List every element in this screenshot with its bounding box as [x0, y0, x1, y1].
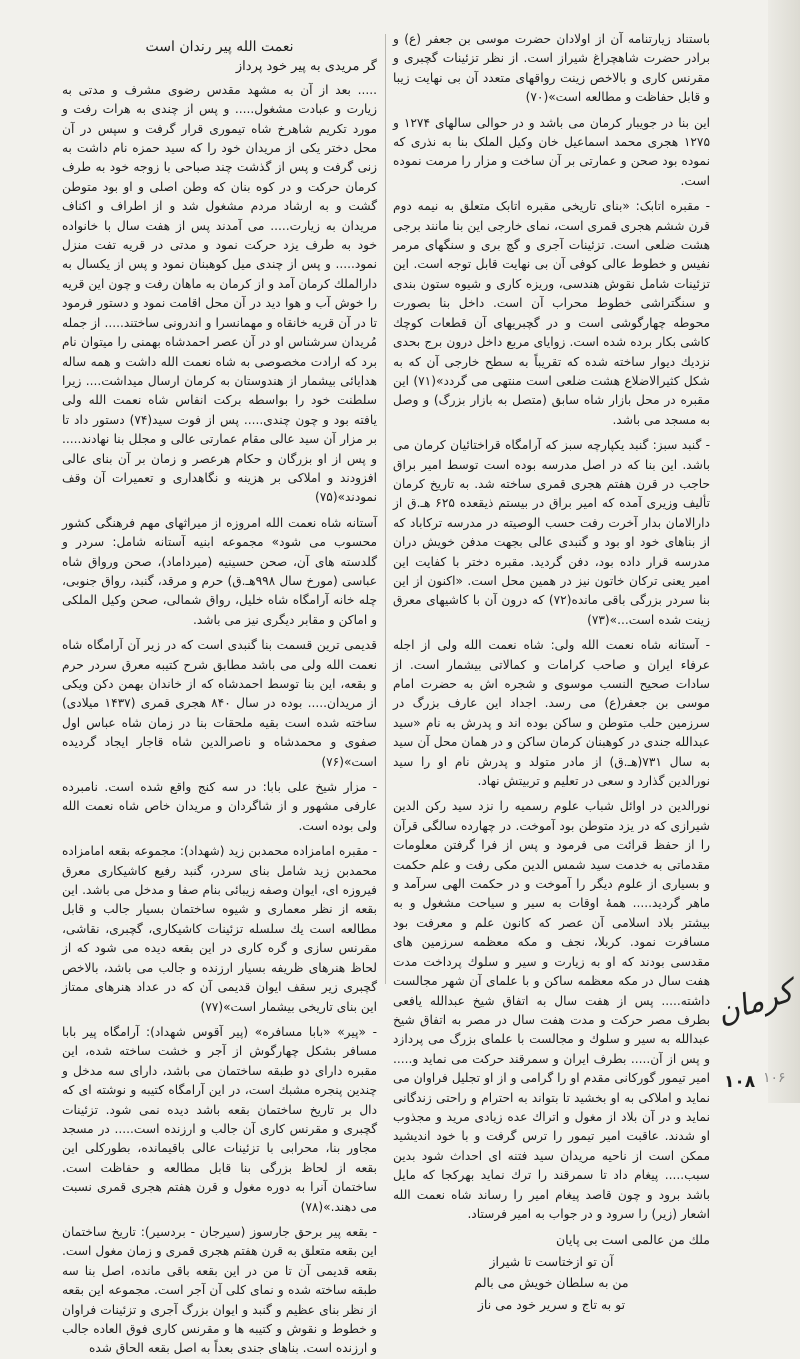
paragraph: - آستانه شاه نعمت الله ولی: شاه نعمت الله ولی از اجله عرفاء ایران و صاحب کرامات و کمالاتی بیشمار است. از سادات صحیح النسب موسوی و شجره اش به حضرت امام موسی بن جعفر(ع) می رسد. اجداد این عارف بزرگ در سرزمین حلب متوطن و ساکن بوده اند و پدرش به نام «سید عبدالله جندی در کوهبنان کرمان ساکن و در همان محل آن سید به سال ۷۳۱(هـ.ق) از مادر متولد و پدرش نام او را سید نورالدین گذارد و سعی در تعلیم و تربیتش نهاد. [393, 638, 710, 789]
page-edge [768, 0, 800, 1103]
verse-heading: نعمت الله پیر رندان است [145, 39, 294, 55]
paragraph: این بنا در جویبار کرمان می باشد و در حوالی سالهای ۱۲۷۴ و ۱۲۷۵ هجری محمد اسماعیل خان وکیل الملک بنا به نذری که نموده بود صحن و عمارتی بر آن ساخت و مزار را مرمت نموده است. [393, 115, 710, 188]
paragraph: - گنبد سبز: گنبد یکپارچه سبز که آرامگاه قراختائیان کرمان می باشد. این بنا که در اصل مدرسه بوده است توسط امیر براق حاجب در قرن هفتم هجری قمری ساخته شد. به تاریخ کرمان تألیف وزیری آمده که امیر براق در بیستم ذیقعده ۶۲۵ هـ.ق از دارالامان بدار آخرت رفت حسب الوصیته در مدرسه ترکاباد که از بناهای خود او بود و گنبدی عالی بجهت مدفن خویش دران مدرسه قرار داده بود، دفن گردید. مقبره دختر با کفایت این امیر یعنی ترکان خاتون نیز در همین محل است. «اکنون از این بنا سردر بزرگی باقی مانده(۷۲) که درون آن با کاشیهای معرق زینت شده است...»(۷۳) [393, 438, 710, 627]
paragraph: نورالدین در اوائل شباب علوم رسمیه را نزد سید رکن الدین شیرازی که در یزد متوطن بود آموخت. در چهارده سالگی قرآن را از حفظ قرائت می فرمود و پس از فرا گرفتن معلومات مقدماتی به خدمت سید شمس الدین مکی رفت و علم حکمت و بسیاری از علوم دیگر را آموخت و در حکمت الهی سرآمد و ماهر گردید..... همهٔ اوقات به سیر و سیاحت مشغول و به بیشتر بلاد اسلامی آن عصر که کانون علم و معرفت بود مسافرت نمود. کربلا، نجف و مکه معظمه سرزمین های مقدسی بودند که او به زیارت و سیر و سلوك پرداخت مدت هفت سال در مکه معظمه ساکن و با علمای آن شهر مجالست داشته..... پس از هفت سال به اتفاق شیخ عبدالله یافعی بطرف مصر حرکت و مدت هفت سال در مصر به اتفاق شیخ عبدالله به سیر و سلوك و مجالست با علمای بزرگ می پردازد و پس از آن..... بطرف ایران و سمرقند حرکت می نماید و..... امیر تیمور گورکانی مقدم او را گرامی و از او تجلیل فراوان می نماید و املاکی به او بخشید تا بتواند به احترام و راحتی زندگانی نماید و در آن بلاد از مغول و اتراك عده زیادی مرید و مجذوب او شدند. عاقبت امیر تیمور را ترس گرفت و با خود اندیشید ممکن است از ناحیه مریدان سید فتنه ای احداث شود بدین سبب..... پیغام داد تا سمرقند را ترك نماید بهرکجا که مایل باشد برود و چون قاصد پیغام امیر را رساند شاه نعمت الله اشعار (زیر) را سرود و در جواب به امیر فرستاد. [393, 799, 710, 1221]
paragraph: - بقعه پیر برحق جارسوز (سیرجان - بردسیر): تاریخ ساختمان این بقعه متعلق به قرن هفتم هجری قمری و زمان مغول است. بقعه قدیمی آن تا من در این بقعه باقی مانده، اصل بنا سه طبقه ساخته شده و نمای کلی آن آجر است. مجموعه این بقعه از نظر بنای عظیم و گنبد و ایوان بزرگ آجری و تزئینات فراوان و خطوط و نقوش و کتیبه ها و مقرنس کاری فوق العاده جالب و ارزنده است. بناهای جندی بعداً به اصل بقعه الحاق شده [62, 1224, 377, 1356]
verse-line: تو به تاج و سریر خود می ناز [477, 1296, 626, 1312]
margin-page-number: ۱۰۶ [763, 1070, 786, 1086]
page-number: ۱۰۸ [724, 1072, 756, 1092]
left-column [62, 30, 378, 1356]
verse-line: ملك من عالمی است بی پایان [555, 1232, 710, 1248]
column-divider [385, 34, 386, 984]
paragraph: باستناد زیارتنامه آن از اولادان حضرت موسی بن جعفر (ع) و برادر حضرت شاهچراغ شیراز است. از نظر تزئینات گچبری و مقرنس کاری و بالاخص زینت رواقهای متعدد آن بی نهایت زیبا و قابل حفاظت و مطالعه است»(۷۰) [393, 32, 710, 105]
paragraph: - «پیر» «بابا مسافره» (پیر آقوس شهداد): آرامگاه پیر بابا مسافر بشکل چهارگوش از آجر و خشت ساخته شده، این مقبره دارای دو طبقه ساختمان می باشد، دارای سه مدخل و چندین پنجره مشبك است، در این آرامگاه کتیبه و نوشته ای که دال بر تاریخ ساختمان بقعه باشد دیده نمی شود. تزئینات گچبری و مقرنس کاری آن جالب و ارزنده است..... در مسجد مجاور بنا، محرابی با تزئینات عالی باقیمانده، بطورکلی این بقعه از لحاظ بزرگی بنا قابل مطالعه و حفاظت است. ساختمان آنرا به دوره مغول و قرن هفتم هجری قمری نسبت می دهند.»(۷۸) [62, 1024, 377, 1214]
right-column [393, 30, 710, 1312]
verse-line: آن تو ازختاست تا شیراز [489, 1253, 614, 1269]
paragraph: - مقبره اتابک: «بنای تاریخی مقبره اتابک متعلق به نیمه دوم قرن ششم هجری قمری است، نمای خارجی این بنا مانند برجی هشت ضلعی است. تزئینات آجری و گچ بری و سنگهای مرمر نفیس و خطوط عالی کوفی آن بی نهایت قابل توجه است. این تزئینات شامل نقوش هندسی، وریزه کاری و شیوه ستون بندی و سنگتراشی خطوط محراب آن است. داخل بنا بصورت محوطه چهارگوشی است و در گچبریهای آن قطعات کوچك کاشی بکار برده شده است. زوایای مربع داخل درون برج بحدی نزدیك دیوار ساخته شده که تقریباً به سطح خارجی آن که به شکل کثیرالاضلاع هشت ضلعی است منتهی می گردد»(۷۱) این مقبره در محل بازار شاه سابق (متصل به بازار بزرگ) و وصل به مسجد می باشد. [393, 199, 710, 427]
paragraph: - مقبره امامزاده محمدبن زید (شهداد): مجموعه بقعه امامزاده محمدبن زید شامل بنای سردر، گنبد رفیع کاشیکاری معرق فیروزه ای، ایوان وصفه زیبائی بنام صفا و مدخل می باشد. این بقعه از نظر معماری و شیوه ساختمان بسیار جالب و قابل مطالعه است یك سلسله تزئینات کاشیکاری، گچبری، نقاشی، مقرنس سازی و گره کاری در این بقعه دیده می شود که از لحاظ هنرهای ظریفه بسیار ارزنده و جالب می باشد، بالاخص گچبری زیر سقف ایوان قدیمی آن که در عداد هنرهای ممتاز این بنای تاریخی بیشمار است»(۷۷) [62, 844, 377, 1014]
paragraph: آستانه شاه نعمت الله امروزه از میراثهای مهم فرهنگی کشور محسوب می شود» مجموعه ابنیه آستانه شامل: سردر و گلدسته های آن، صحن حسینیه (میرداماد)، صحن ورواق شاه عباسی (مورخ سال ۹۹۸هـ.ق) حرم و مرقد، گنبد، رواق جنوبی، چله خانه آرامگاه شاه خلیل، رواق شمالی، صحن وکیل الملکی و اماکن و مقابر دیگری نیز می باشد. [62, 515, 377, 627]
paragraph: قدیمی ترین قسمت بنا گنبدی است که در زیر آن آرامگاه شاه نعمت الله ولی می باشد مطابق شرح کتیبه معرق سردر حرم و بقعه، این بنا توسط احمدشاه که از خاندان بهمن دکن ویکی از مریدان..... بوده در سال ۸۴۰ هجری قمری (۱۴۳۷ میلادی) ساخته شده است بقیه ملحقات بنا در زمان شاه عباس اول صفوی و محمدشاه و ناصرالدین شاه قاجار ایجاد گردیده است»(۷۶) [62, 638, 378, 769]
verse-subheading: گر مریدی به پیر خود پرداز [235, 59, 377, 75]
paragraph: - مزار شیخ علی بابا: در سه کنج واقع شده است. نامبرده عارفی مشهور و از شاگردان و مریدان خاص شاه نعمت الله ولی بوده است. [62, 780, 377, 833]
kerman-logo: کرمان [712, 973, 798, 1032]
paragraph: ..... بعد از آن به مشهد مقدس رضوی مشرف و مدتی به زیارت و عبادت مشغول..... و پس از چندی به هرات رفت و مورد تکریم شاهرخ شاه تیموری قرار گرفت و سپس در آن محل دختر یکی از مریدان خود را که سید حمزه نام داشت به زنی گرفت و پس از گذشت چند صباحی با زوجه خود به طرف کرمان حرکت و در کوه بنان که وطن اصلی و او بود متوطن گشت و به ارشاد مردم مشغول شد و از اطراف و اکناف مریدان به زیارت..... می آمدند پس از هفت سال با خانواده خود به طرف یزد حرکت نمود و مدتی در قریه تفت منزل نمود..... و پس از چندی میل کوهبنان نمود و پس از یکسال به دارالملك کرمان آمد و از کرمان به ماهان رفت و چون این قریه را خوش آب و هوا دید در آن محل اقامت نمود و دستور فرمود تا در آن قریه خانقاه و مهمانسرا و اندرونی ساختند..... از جمله مُریدان سرشناس او در آن عصر احمدشاه بهمنی را میتوان نام برد که ارادت مخصوصی به شاه نعمت الله داشت و همه ساله هدایائی بیشمار از هندوستان به کرمان ارسال میداشت.... زیرا سلطنت خود را بواسطه برکت انفاس شاه نعمت الله ولی یافته بود و چون چندی..... پس از فوت سید(۷۴) دستور داد تا بر مزار آن سید عالی مقام عمارتی عالی و مجلل بنا نهادند..... و پس از او بزرگان و حکام هرعصر و زمان بر آن بنای عالی افزودند و املاکی بر هزینه و نگاهداری و تعمیرات آن وقف نمودند»(۷۵) [62, 82, 377, 505]
verse-line: من به سلطان خویش می بالم [474, 1275, 629, 1291]
